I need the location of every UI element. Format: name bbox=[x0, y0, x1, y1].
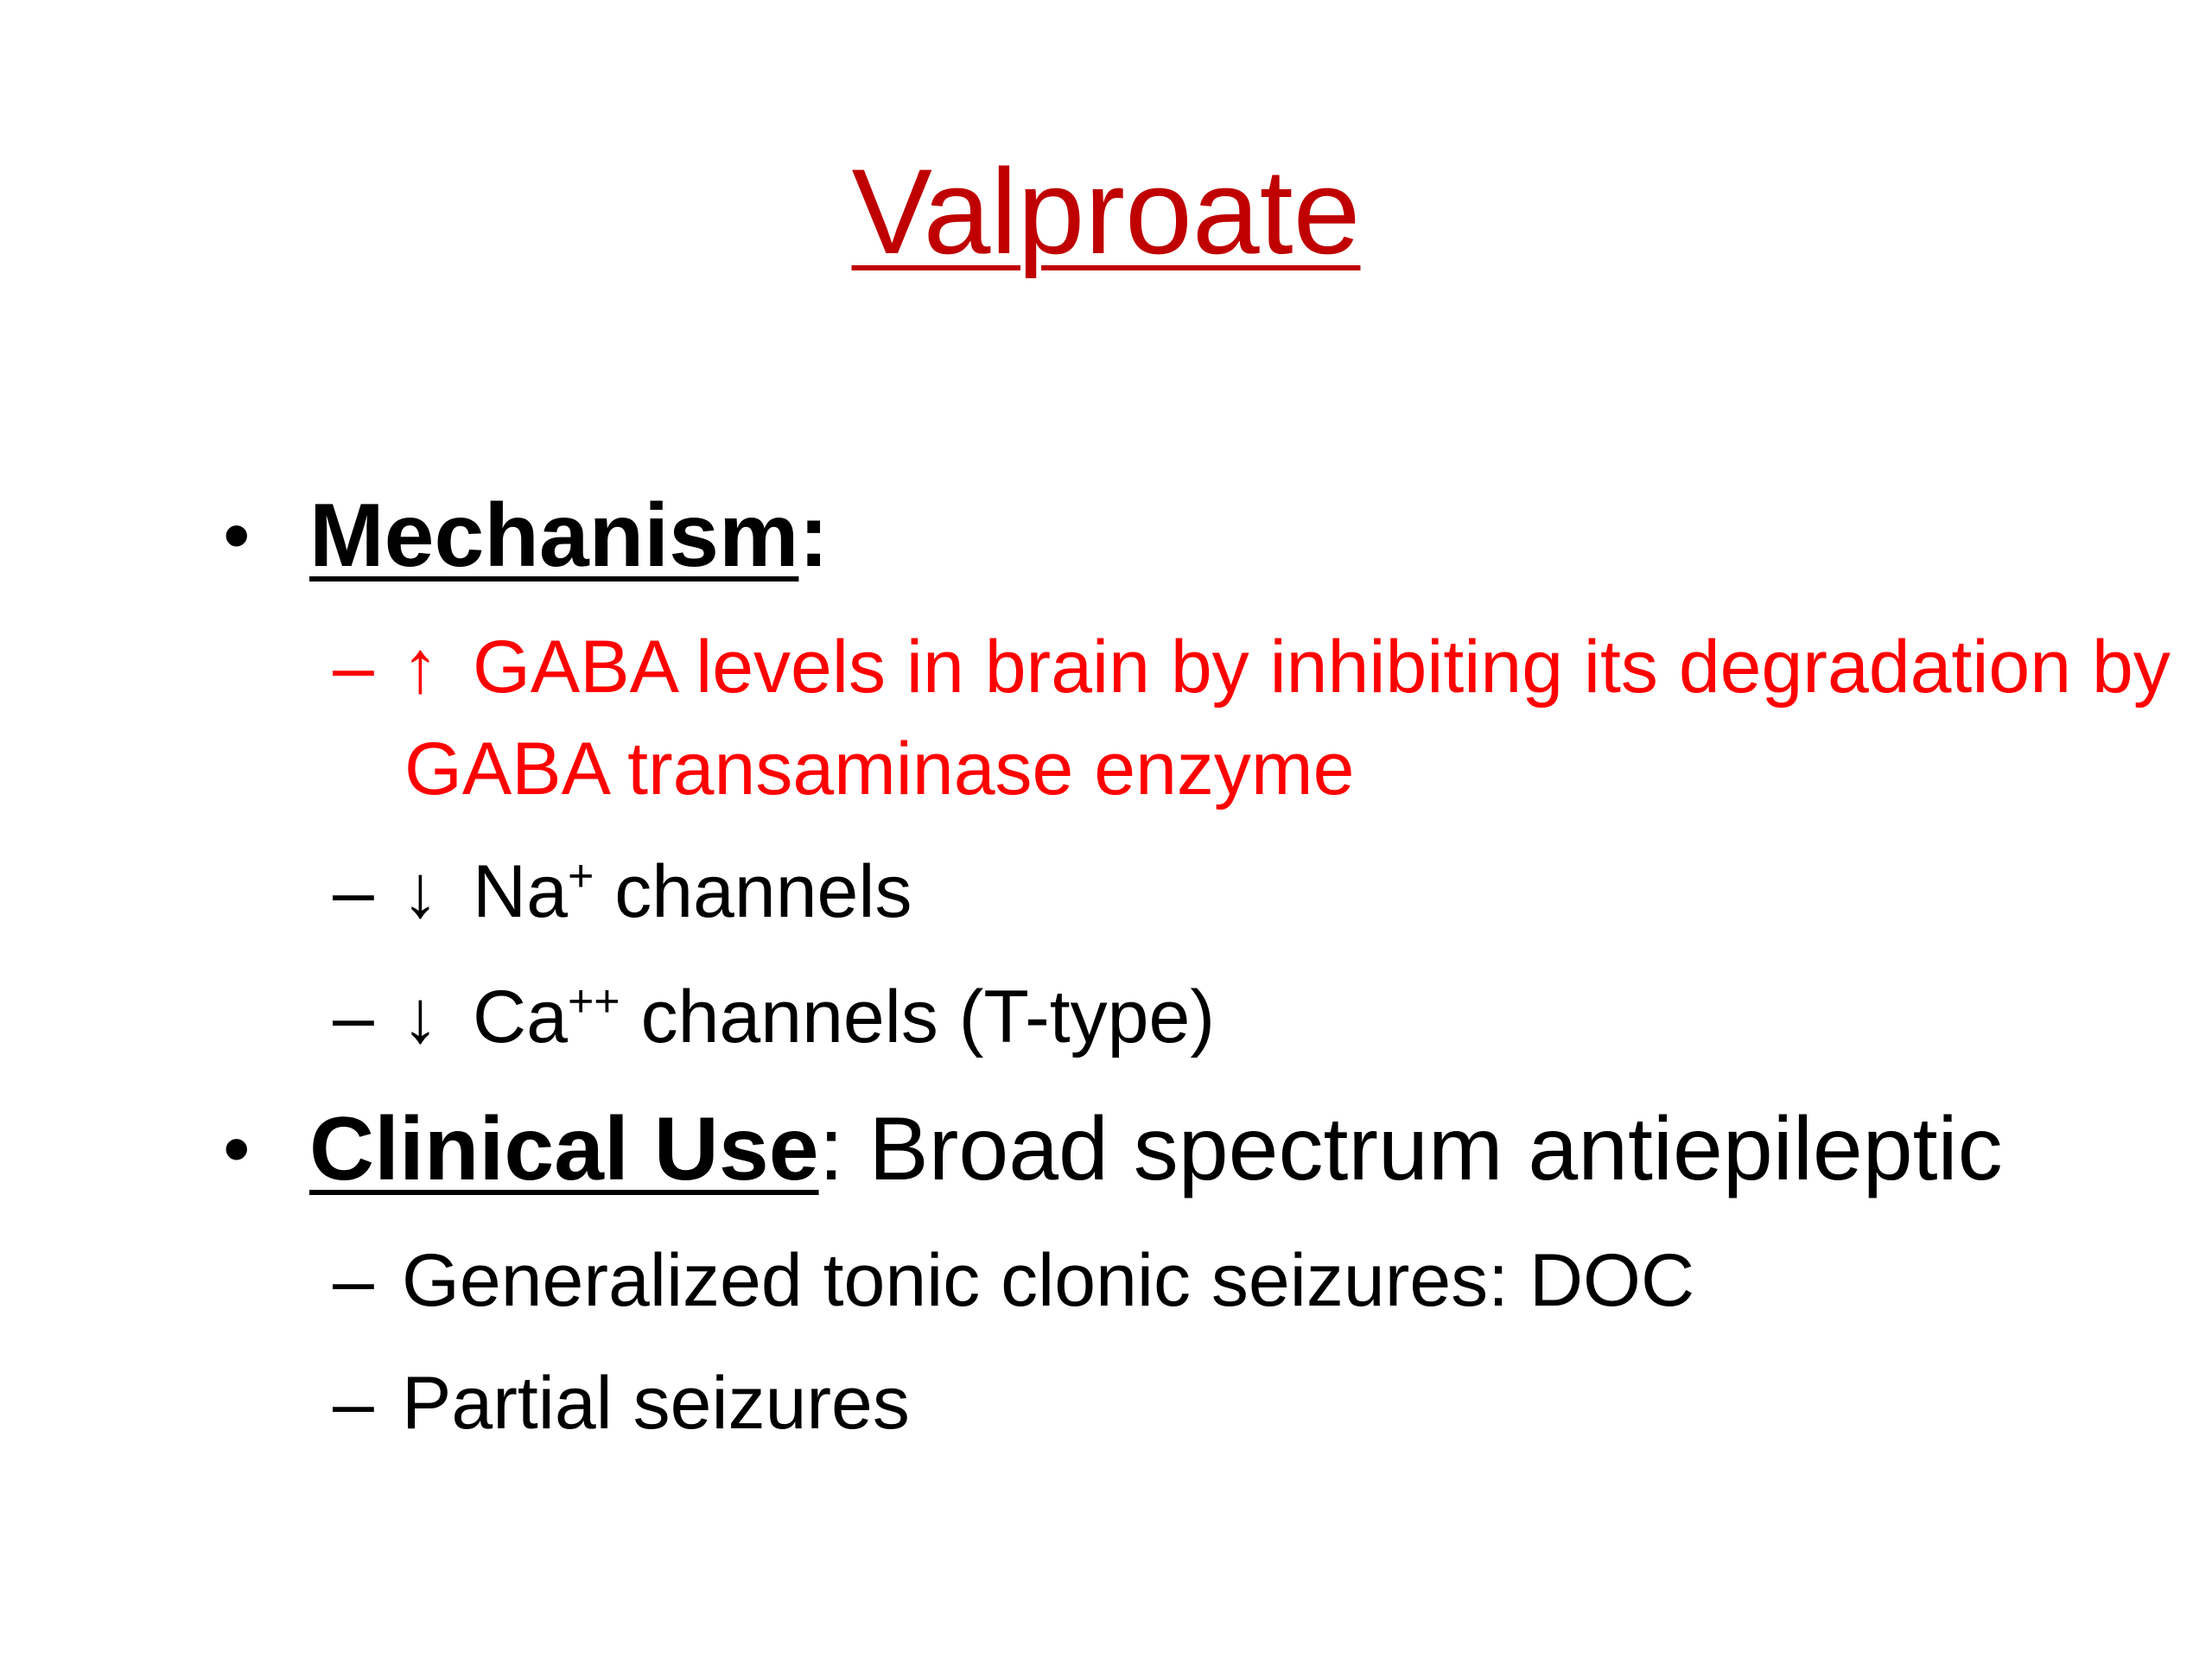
na-channels-text: channels bbox=[614, 850, 912, 933]
down-arrow-icon: ↓ bbox=[402, 850, 439, 933]
slide-title: Valproate bbox=[851, 143, 1361, 279]
gtcs-text: Generalized tonic clonic seizures: DOC bbox=[402, 1239, 1695, 1322]
mechanism-label: Mechanism bbox=[309, 486, 799, 586]
partial-text: Partial seizures bbox=[402, 1362, 910, 1445]
dash-marker: – bbox=[333, 976, 374, 1058]
gaba-text-line2: GABA transaminase enzyme bbox=[404, 728, 1355, 810]
dash-marker: – bbox=[333, 1239, 374, 1322]
ca-channels-text: channels (T-type) bbox=[640, 976, 1215, 1058]
down-arrow-icon: ↓ bbox=[402, 976, 439, 1058]
clinical-item-gtcs bbox=[333, 1236, 1694, 1325]
ca-ion: Ca bbox=[473, 976, 568, 1058]
mechanism-colon: : bbox=[798, 486, 830, 586]
mechanism-item-na bbox=[333, 847, 912, 937]
dash-marker: – bbox=[333, 850, 374, 933]
clinical-use-text: : Broad spectrum antiepileptic bbox=[818, 1099, 2003, 1199]
na-ion: Na bbox=[473, 850, 568, 933]
na-charge: + bbox=[567, 851, 594, 901]
clinical-use-heading bbox=[309, 1097, 2003, 1201]
clinical-item-partial bbox=[333, 1358, 910, 1448]
mechanism-item-ca bbox=[333, 972, 1215, 1062]
mechanism-item-gaba-cont bbox=[404, 724, 1354, 814]
gaba-text-line1: GABA levels in brain by inhibiting its degradation by bbox=[473, 626, 2171, 709]
mechanism-item-gaba bbox=[333, 622, 2171, 712]
dash-marker: – bbox=[333, 1362, 374, 1445]
mechanism-heading bbox=[309, 484, 829, 588]
bullet-mechanism: • bbox=[223, 493, 251, 579]
dash-marker: – bbox=[333, 626, 374, 709]
up-arrow-icon: ↑ bbox=[402, 626, 439, 709]
ca-charge: ++ bbox=[567, 976, 620, 1027]
clinical-use-label: Clinical Use bbox=[309, 1099, 819, 1199]
bullet-clinical-use: • bbox=[223, 1106, 251, 1192]
